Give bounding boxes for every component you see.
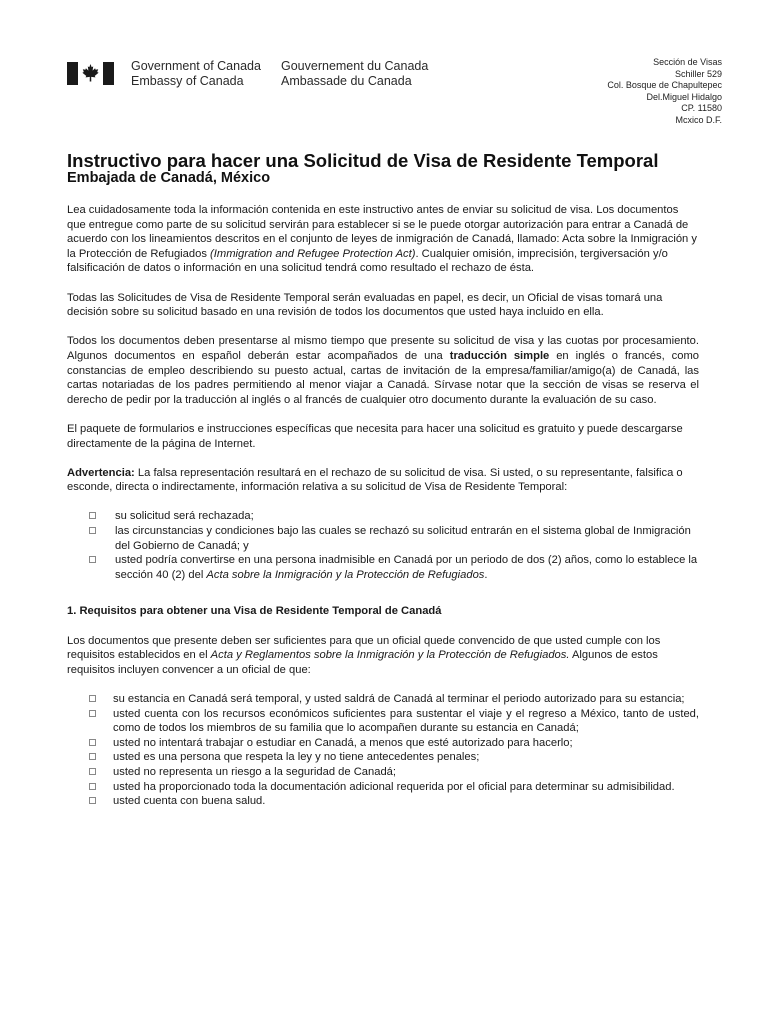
- text-run: . Cualquier omisión, imprecisión, tergiversación y/o falsificación de datos o información en una solicitud tendrá como resultado el rechazo de ésta.: [67, 247, 668, 275]
- list-item-text: usted no intentará trabajar o estudiar en Canadá, a menos que esté autorizado para hacerlo;: [113, 736, 573, 749]
- flag-left-bar: [67, 62, 78, 85]
- text-run: Los documentos que presente deben ser suficientes para que un oficial quede convencido de que usted cumple con los requisitos establecidos en el: [67, 634, 661, 662]
- text-run: Todos los documentos deben presentarse al mismo tiempo que presente su solicitud de visa y las cuotas por procesamiento. Algunos documentos en español deberán estar acompañados de una: [67, 335, 699, 362]
- list-item: [115, 509, 699, 524]
- italic-text: Acta y Reglamentos sobre la Inmigración y la Protección de Refugiados.: [210, 649, 570, 662]
- checkbox-bullet-icon: [89, 710, 96, 717]
- list-item: [113, 750, 699, 765]
- list-item-text: usted cuenta con los recursos económicos suficientes para sustentar el viaje y el regreso a México, tanto de usted, como de todos los miembros de su familia que lo acompañen durante su estancia en Canadá;: [113, 707, 699, 735]
- checkbox-bullet-icon: [89, 556, 96, 563]
- checkbox-bullet-icon: [89, 527, 96, 534]
- checkbox-bullet-icon: [89, 739, 96, 746]
- list-item: [113, 794, 699, 809]
- list-item-text: usted es una persona que respeta la ley y no tiene antecedentes penales;: [113, 751, 480, 764]
- list-item-text: usted no representa un riesgo a la seguridad de Canadá;: [113, 765, 396, 778]
- document-subtitle: Embajada de Canadá, México: [67, 170, 271, 186]
- bold-text: traducción simple: [449, 349, 550, 362]
- list-item: [113, 736, 699, 751]
- documents-paragraph: [67, 334, 699, 407]
- address-line: Sección de Visas: [653, 57, 722, 67]
- forms-paragraph: El paquete de formularios e instrucciones específicas que necesita para hacer una solicitud es gratuito y puede descargarse directamente de la página de Internet.: [67, 422, 683, 450]
- section-heading: 1. Requisitos para obtener una Visa de Residente Temporal de Canadá: [67, 605, 442, 618]
- list-item: [115, 553, 699, 582]
- document-title: Instructivo para hacer una Solicitud de Visa de Residente Temporal: [67, 150, 659, 171]
- warning-paragraph: [67, 466, 699, 495]
- text-run: .: [484, 568, 488, 581]
- gov-fr-line2: Ambassade du Canada: [281, 74, 412, 88]
- intro-paragraph: [67, 203, 699, 276]
- government-name-french: [281, 59, 428, 89]
- italic-text: (Immigration and Refugee Protection Act): [210, 247, 416, 260]
- list-item: [113, 692, 699, 707]
- checkbox-bullet-icon: [89, 695, 96, 702]
- address-line: Mcxico D.F.: [675, 114, 722, 125]
- document-body: [67, 203, 699, 809]
- text-run: La falsa representación resultará en el rechazo de su solicitud de visa. Si usted, o su representante, falsifica o esconde, directa o indirectamente, información relativa a su solicitud de Visa de Residente Temporal:: [67, 466, 683, 494]
- list-item: [113, 707, 699, 736]
- list-item-text: las circunstancias y condiciones bajo las cuales se rechazó su solicitud entrarán en el sistema global de Inmigración del Gobierno de Canadá; y: [115, 525, 691, 552]
- list-item: [113, 765, 699, 780]
- government-name-english: [131, 59, 261, 89]
- gov-fr-line1: Gouvernement du Canada: [281, 59, 429, 73]
- address-line: Col. Bosque de Chapultepec: [607, 80, 722, 90]
- list-item-text: usted ha proporcionado toda la documentación adicional requerida por el oficial para determinar su admisibilidad.: [113, 780, 675, 793]
- text-run: Algunos de estos requisitos incluyen convencer a un oficial de que:: [67, 649, 658, 676]
- list-item: [115, 524, 699, 553]
- warning-label: Advertencia:: [67, 466, 135, 479]
- canada-flag-logo: [67, 62, 114, 85]
- requirements-list: [67, 692, 699, 809]
- flag-right-bar: [103, 62, 114, 85]
- list-item: [113, 780, 699, 795]
- checkbox-bullet-icon: [89, 783, 96, 790]
- evaluation-paragraph: Todas las Solicitudes de Visa de Residente Temporal serán evaluadas en papel, es decir, un Oficial de visas tomará una decisión sobre su solicitud basado en una revisión de todos los documentos que usted haya incluido en ella.: [67, 291, 663, 319]
- embassy-address: [607, 57, 722, 126]
- gov-en-line2: Embassy of Canada: [131, 74, 244, 88]
- text-run: en inglés o francés, como constancias de empleo describiendo su puesto actual, cartas de invitación de la empresa/familiar/amigo(a) de Canadá, las cartas notariadas de los padres permitiendo al menor viajar a Canadá. Sírvase notar que la sección de visas se reserva el derecho de pedir por la traducción al inglés o al francés de cualquier otro documento durante la evaluación de su caso.: [67, 349, 699, 406]
- checkbox-bullet-icon: [89, 753, 96, 760]
- list-item-text: usted cuenta con buena salud.: [113, 795, 266, 808]
- list-item-text: su solicitud será rechazada;: [115, 510, 254, 523]
- checkbox-bullet-icon: [89, 512, 96, 519]
- list-item-text: usted podría convertirse en una persona inadmisible en Canadá por un periodo de dos (2) años, como lo establece la sección 40 (2) del: [115, 554, 698, 581]
- requirements-intro: [67, 634, 699, 678]
- maple-leaf-icon: [80, 63, 101, 84]
- list-item-text: su estancia en Canadá será temporal, y usted saldrá de Canadá al terminar el periodo autorizado para su estancia;: [113, 693, 685, 705]
- gov-en-line1: Government of Canada: [131, 59, 261, 73]
- address-line: Del.Miguel Hidalgo: [646, 91, 722, 102]
- checkbox-bullet-icon: [89, 768, 96, 775]
- checkbox-bullet-icon: [89, 797, 96, 804]
- address-line: CP. 11580: [681, 103, 722, 113]
- text-run: Lea cuidadosamente toda la información contenida en este instructivo antes de enviar su solicitud de visa. Los documentos que entregue como parte de su solicitud servirán para establecer si se le puede otorgar autorización para entrar a Canadá de acuerdo con los lineamientos descritos en el conjunto de leyes de inmigración de Canadá, llamado: Acta sobre la Inmigración y la Protección de Refugiados: [67, 204, 697, 260]
- warning-list: [67, 509, 699, 582]
- italic-text: Acta sobre la Inmigración y la Protección de Refugiados: [206, 568, 485, 581]
- address-line: Schiller 529: [674, 68, 722, 79]
